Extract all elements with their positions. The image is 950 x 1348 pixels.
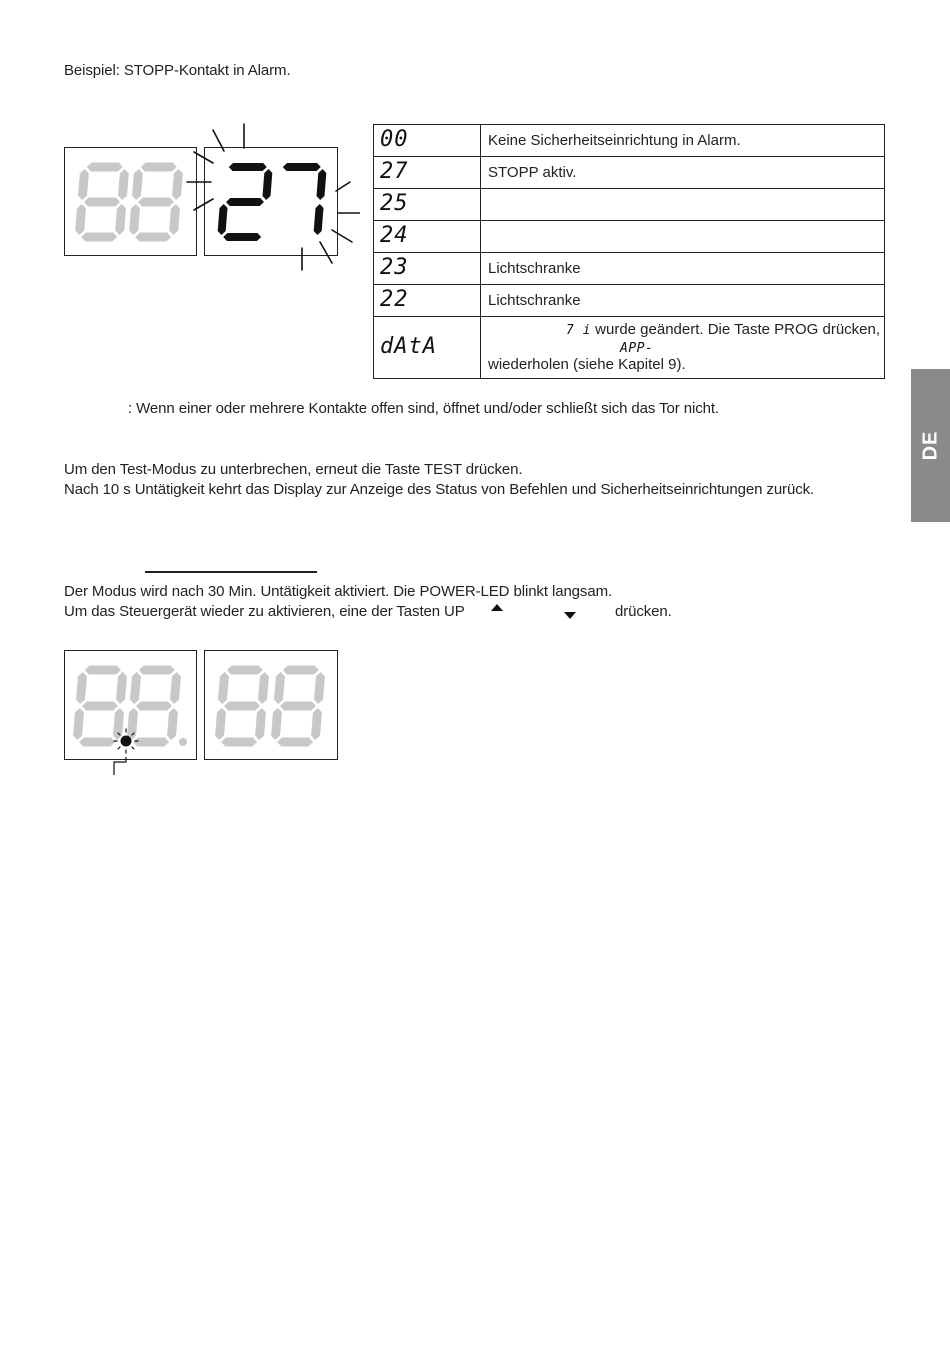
test-mode-line2: Nach 10 s Untätigkeit kehrt das Display zur Anzeige des Status von Befehlen und Sicherheitseinrichtungen zurück. [64, 481, 815, 498]
lcd-inline-code: 7 i [566, 323, 591, 338]
segment-d [223, 233, 261, 241]
lcd-code: 22 [380, 286, 409, 312]
segment-c [314, 204, 324, 235]
display-left-digits [73, 666, 181, 747]
segment-a [283, 666, 319, 675]
segment-d [79, 738, 115, 747]
table-cell-desc [481, 221, 885, 253]
lcd-code: 27 [380, 158, 409, 184]
language-tab [911, 369, 950, 522]
note-text: : Wenn einer oder mehrere Kontakte offen sind, öffnet und/oder schließt sich das Tor nicht. [128, 400, 719, 417]
display-stop-alarm [60, 118, 360, 278]
down-arrow-icon [563, 610, 577, 620]
table-cell-desc [481, 317, 885, 379]
table-cell-desc: STOPP aktiv. [481, 157, 885, 189]
segment-a [85, 666, 121, 675]
segment-c [260, 204, 270, 235]
sleep-mode-line2-prefix: Um das Steuergerät wieder zu aktivieren, eine der Tasten UP [64, 603, 465, 620]
segment-b [314, 672, 325, 704]
display-standby [60, 645, 350, 780]
segment-g [136, 702, 172, 711]
segment-g [280, 702, 316, 711]
segment-g [226, 198, 264, 206]
segment-g [280, 198, 318, 206]
alarm-code-table [373, 124, 885, 379]
table-cell-desc [481, 189, 885, 221]
segment-f [218, 672, 229, 704]
lcd-code: dAtA [380, 333, 437, 359]
segment-f [132, 169, 143, 200]
display-right-digits [218, 163, 327, 241]
segment-c [311, 708, 322, 740]
segment-g [224, 702, 260, 711]
segment-g [138, 198, 174, 207]
segment-f [78, 169, 89, 200]
segment-e [215, 708, 226, 740]
table-row [374, 221, 885, 253]
segment-a [229, 163, 267, 171]
segment-e [129, 204, 140, 235]
data-line3-text: wiederholen (siehe Kapitel 9). [488, 356, 686, 373]
segment-a [87, 163, 123, 172]
decimal-point [179, 738, 187, 746]
segment-e [271, 708, 282, 740]
segment-c [255, 708, 266, 740]
segment-d [81, 233, 117, 242]
table-cell-desc: Keine Sicherheitseinrichtung in Alarm. [481, 125, 885, 157]
segment-c [169, 204, 180, 235]
segment-d [277, 233, 315, 241]
segment-e [73, 708, 84, 740]
segment-f [221, 169, 231, 200]
segment-e [218, 204, 228, 235]
sleep-mode-line1: Der Modus wird nach 30 Min. Untätigkeit aktiviert. Die POWER-LED blinkt langsam. [64, 583, 613, 600]
segment-b [116, 672, 127, 704]
table-row [374, 125, 885, 157]
table-cell-desc: Lichtschranke [481, 285, 885, 317]
segment-b [172, 169, 183, 200]
segment-e [75, 204, 86, 235]
table-row [374, 253, 885, 285]
lcd-code: 00 [380, 126, 409, 152]
table-row [374, 157, 885, 189]
segment-f [130, 672, 141, 704]
up-arrow-icon [490, 603, 504, 613]
blink-rays [187, 124, 360, 270]
segment-g [82, 702, 118, 711]
segment-a [227, 666, 263, 675]
display-left-digits [75, 163, 183, 242]
segment-a [141, 163, 177, 172]
segment-f [274, 672, 285, 704]
segment-d [133, 738, 169, 747]
example-caption: Beispiel: STOPP-Kontakt in Alarm. [64, 62, 291, 79]
lcd-code: 25 [380, 190, 409, 216]
table-row-data [374, 317, 885, 379]
table-row [374, 189, 885, 221]
segment-c [167, 708, 178, 740]
segment-b [317, 169, 327, 200]
segment-a [283, 163, 321, 171]
data-line1-text: wurde geändert. Die Taste PROG drücken, [595, 321, 881, 338]
segment-b [118, 169, 129, 200]
segment-f [275, 169, 285, 200]
segment-d [135, 233, 171, 242]
test-mode-line1: Um den Test-Modus zu unterbrechen, erneut die Taste TEST drücken. [64, 461, 523, 478]
segment-g [84, 198, 120, 207]
lcd-code: 23 [380, 254, 409, 280]
lcd-code: 24 [380, 222, 409, 248]
lcd-inline-code: APP- [620, 341, 654, 356]
segment-f [76, 672, 87, 704]
display-right-digits [215, 666, 325, 747]
sleep-mode-line2-suffix: drücken. [615, 603, 672, 620]
segment-d [277, 738, 313, 747]
table-cell-desc: Lichtschranke [481, 253, 885, 285]
segment-b [263, 169, 273, 200]
segment-b [258, 672, 269, 704]
segment-b [170, 672, 181, 704]
segment-d [221, 738, 257, 747]
segment-c [113, 708, 124, 740]
segment-a [139, 666, 175, 675]
segment-e [272, 204, 282, 235]
language-tab-label: DE [918, 430, 941, 461]
segment-c [115, 204, 126, 235]
table-row [374, 285, 885, 317]
section-heading-underline [145, 571, 317, 573]
